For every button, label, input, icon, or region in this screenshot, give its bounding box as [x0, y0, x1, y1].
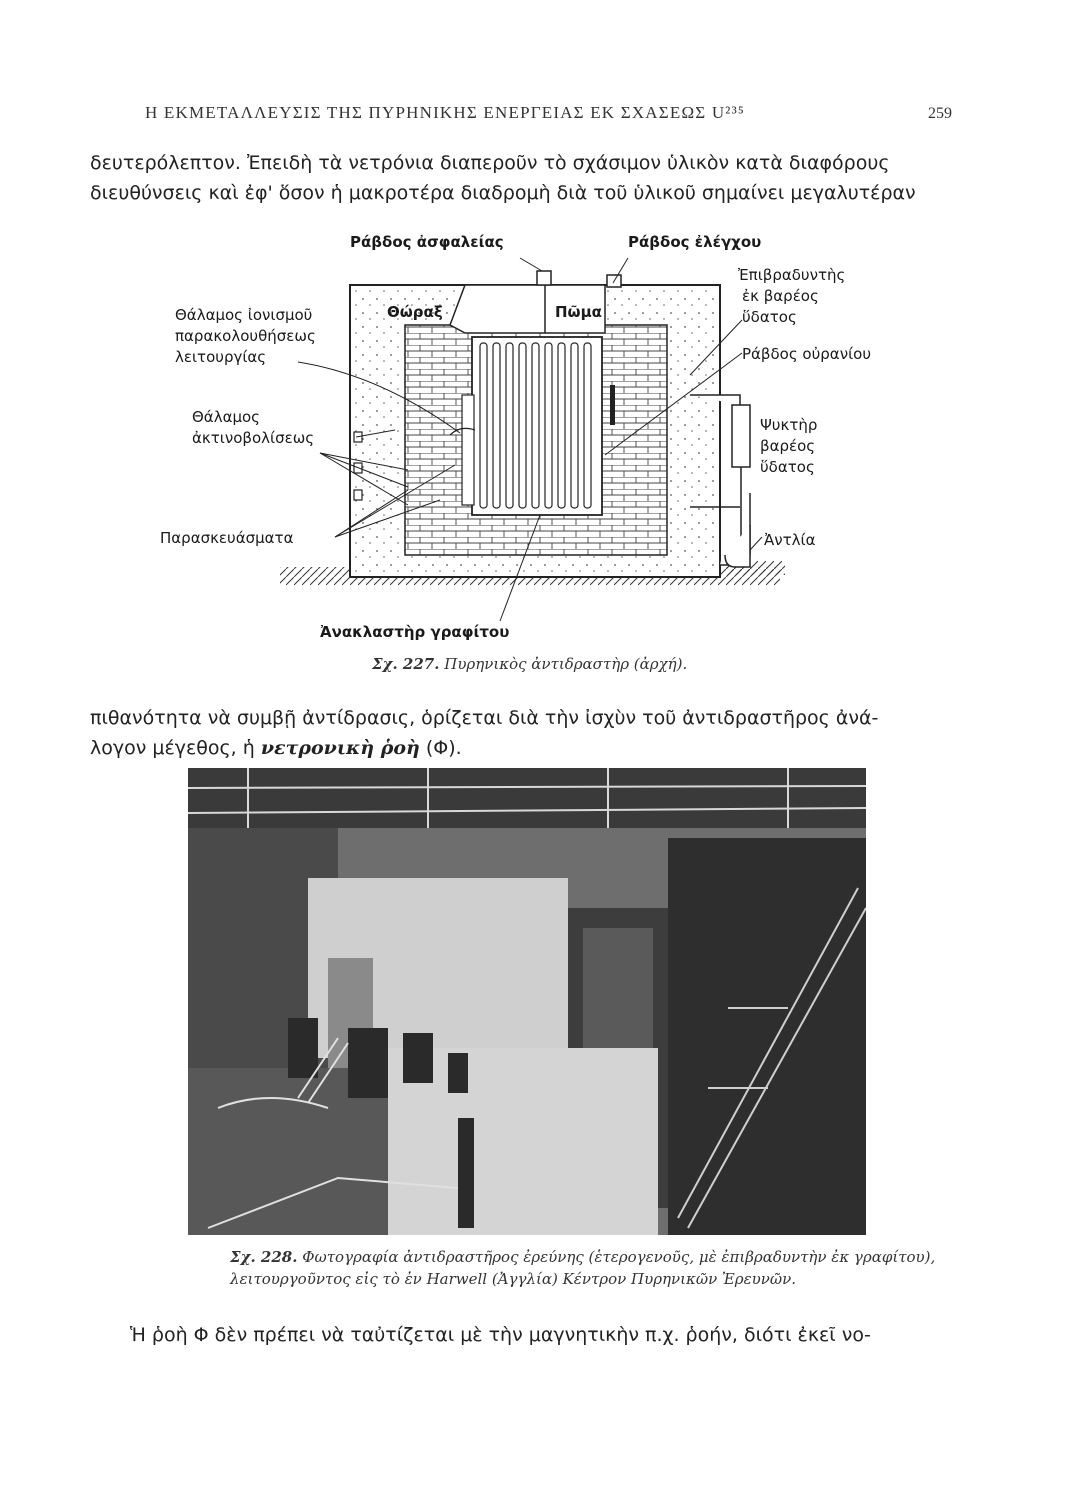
- label-lid: Πῶμα: [555, 303, 602, 321]
- label-moderator-2: ἐκ βαρέος: [742, 287, 819, 305]
- uranium-rods: [480, 343, 591, 508]
- figure-227-caption: [372, 655, 687, 673]
- intro-line-1: δευτερόλεπτον. Ἐπειδὴ τὰ νετρόνια διαπεροῦν τὸ σχάσιμον ὑλικὸν κατὰ διαφόρους: [90, 152, 890, 174]
- label-cooler-2: βαρέος: [760, 437, 816, 455]
- safety-rod-head: [537, 271, 551, 285]
- label-ion-chamber-2: παρακολουθήσεως: [175, 327, 316, 345]
- page-number: 259: [928, 105, 952, 122]
- label-irradiation-2: ἀκτινοβολίσεως: [192, 429, 315, 447]
- reactor-photograph: [188, 768, 866, 1235]
- label-cooler-1: Ψυκτὴρ: [760, 416, 818, 434]
- figure-228-number: Σχ. 228.: [230, 1248, 298, 1266]
- figure-228-caption-line-1: [230, 1248, 935, 1266]
- label-preparations: Παρασκευάσματα: [160, 529, 294, 547]
- label-irradiation-1: Θάλαμος: [192, 408, 260, 426]
- label-moderator-3: ὕδατος: [742, 308, 797, 326]
- middle-line-2-end: (Φ).: [425, 737, 462, 759]
- reactor-diagram: [150, 225, 910, 670]
- control-rod: [610, 385, 615, 425]
- middle-line-2-start: λογον μέγεθος, ἡ: [90, 737, 255, 759]
- label-safety-rod: Ράβδος ἀσφαλείας: [350, 233, 504, 251]
- label-cooler-3: ὕδατος: [760, 458, 815, 476]
- label-shield: Θώραξ: [387, 303, 443, 321]
- figure-228-caption-line-2: λειτουργοῦντος εἰς τὸ ἐν Harwell (Ἀγγλία) Κέντρον Πυρηνικῶν Ἐρευνῶν.: [230, 1270, 796, 1288]
- figure-227-number: Σχ. 227.: [372, 655, 440, 673]
- label-control-rod: Ράβδος ἐλέγχου: [628, 233, 762, 251]
- label-reflector: Ἀνακλαστὴρ γραφίτου: [320, 623, 510, 641]
- intro-line-2: διευθύνσεις καὶ ἐφ' ὅσον ἡ μακροτέρα διαδρομὴ διὰ τοῦ ὑλικοῦ σημαίνει μεγαλυτέραν: [90, 182, 916, 204]
- final-line-1: Ἡ ῥοὴ Φ δὲν πρέπει νὰ ταὐτίζεται μὲ τὴν μαγνητικὴν π.χ. ῥοήν, διότι ἐκεῖ νο-: [130, 1324, 871, 1346]
- label-pump: Ἀντλία: [764, 531, 816, 549]
- neutron-flux-term: νετρονικὴ ῥοὴ: [260, 737, 420, 759]
- label-ion-chamber-1: Θάλαμος ἰονισμοῦ: [175, 306, 313, 324]
- label-ion-chamber-3: λειτουργίας: [175, 348, 267, 366]
- label-uranium-rod: Ράβδος οὐρανίου: [742, 345, 872, 363]
- side-tank: [462, 395, 474, 505]
- running-head: Η ΕΚΜΕΤΑΛΛΕΥΣΙΣ ΤΗΣ ΠΥΡΗΝΙΚΗΣ ΕΝΕΡΓΕΙΑΣ ΕΚ ΣΧΑΣΕΩΣ U²³⁵: [145, 103, 746, 122]
- label-moderator-1: Ἐπιβραδυντὴς: [738, 266, 846, 284]
- middle-line-1: πιθανότητα νὰ συμβῇ ἀντίδρασις, ὁρίζεται διὰ τὴν ἰσχὺν τοῦ ἀντιδραστῆρος ἀνά-: [90, 707, 879, 729]
- figure-227-text: Πυρηνικὸς ἀντιδραστὴρ (ἀρχή).: [444, 655, 688, 673]
- figure-228-text-1: Φωτογραφία ἀντιδραστῆρος ἐρεύνης (ἑτερογενοῦς, μὲ ἐπιβραδυντὴν ἐκ γραφίτου),: [302, 1248, 936, 1266]
- middle-line-2: [90, 733, 960, 763]
